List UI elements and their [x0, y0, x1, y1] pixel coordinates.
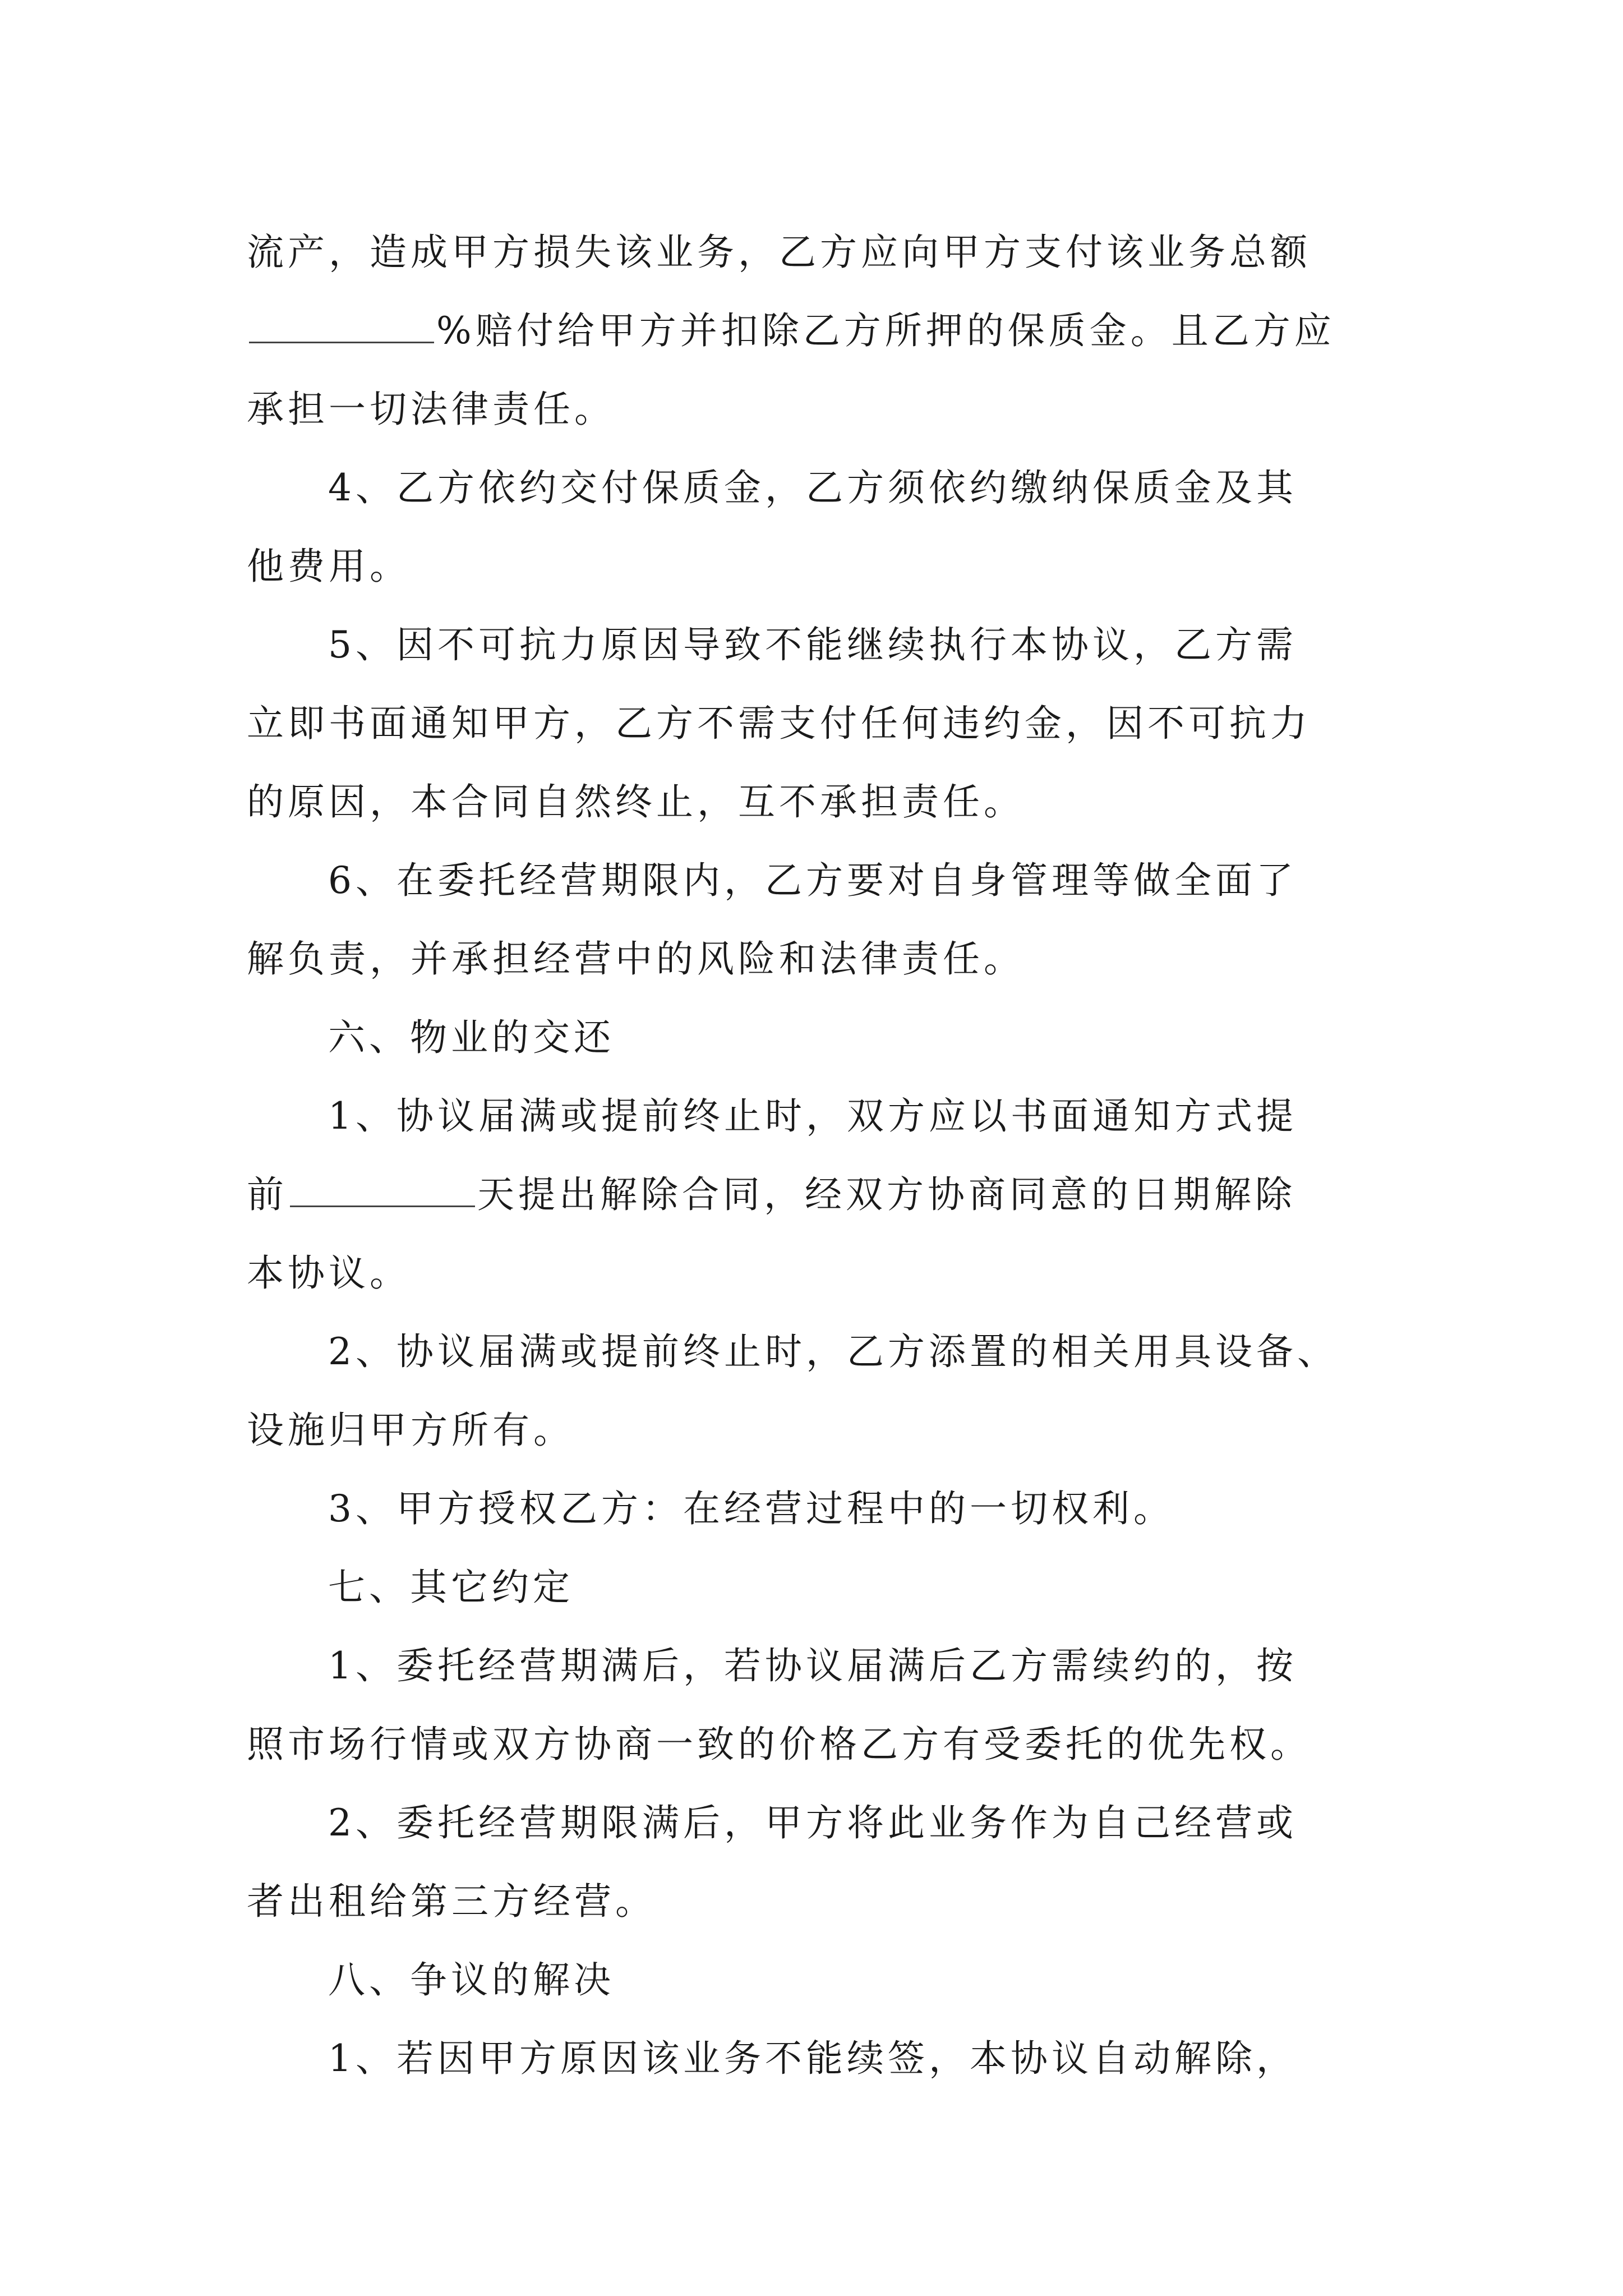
paragraph [247, 1941, 1391, 2019]
paragraph [247, 449, 1391, 606]
paragraph [247, 999, 1391, 1077]
fill-in-blank [290, 1172, 475, 1207]
paragraph [247, 1784, 1391, 1941]
text-line [247, 1784, 1391, 1862]
text-line [247, 1627, 1391, 1705]
document-body [247, 213, 1391, 2098]
text-segment: %赔付给甲方并扣除乙方所押的保质金。且乙方应 [436, 309, 1335, 352]
text-segment: 4、乙方依约交付保质金，乙方须依约缴纳保质金及其 [328, 466, 1297, 509]
text-segment: 六、物业的交还 [328, 1016, 615, 1059]
paragraph [247, 1077, 1391, 1313]
text-line [247, 1548, 1391, 1627]
fill-in-blank [249, 308, 434, 343]
text-line [247, 1156, 1391, 1234]
text-segment: 设施归甲方所有。 [247, 1409, 574, 1452]
text-line [247, 1077, 1391, 1156]
text-segment: 流产，造成甲方损失该业务，乙方应向甲方支付该业务总额 [247, 231, 1311, 274]
text-segment: 本协议。 [247, 1251, 411, 1295]
text-segment: 1、若因甲方原因该业务不能续签，本协议自动解除， [328, 2037, 1297, 2080]
text-line [247, 370, 1391, 449]
paragraph [247, 213, 1391, 449]
text-line [247, 841, 1391, 920]
paragraph [247, 841, 1391, 999]
text-segment: 2、协议届满或提前终止时，乙方添置的相关用具设备、 [328, 1330, 1338, 1373]
text-line [247, 1234, 1391, 1313]
text-segment: 5、因不可抗力原因导致不能继续执行本协议，乙方需 [328, 623, 1297, 666]
text-line [247, 684, 1391, 763]
text-segment: 七、其它约定 [328, 1566, 574, 1609]
text-segment: 天提出解除合同，经双方协商同意的日期解除 [477, 1173, 1296, 1216]
text-segment: 照市场行情或双方协商一致的价格乙方有受委托的优先权。 [247, 1723, 1311, 1766]
text-line [247, 449, 1391, 527]
text-line [247, 213, 1391, 292]
text-segment: 2、委托经营期限满后，甲方将此业务作为自己经营或 [328, 1801, 1297, 1844]
text-segment: 的原因，本合同自然终止，互不承担责任。 [247, 780, 1025, 823]
paragraph [247, 2019, 1391, 2098]
text-segment: 立即书面通知甲方，乙方不需支付任何违约金，因不可抗力 [247, 702, 1311, 745]
paragraph [247, 1627, 1391, 1784]
text-line [247, 1470, 1391, 1548]
text-line [247, 1941, 1391, 2019]
paragraph [247, 1470, 1391, 1548]
text-line [247, 1705, 1391, 1784]
text-line [247, 763, 1391, 841]
text-segment: 前 [247, 1173, 288, 1216]
text-segment: 1、委托经营期满后，若协议届满后乙方需续约的，按 [328, 1644, 1297, 1687]
text-segment: 他费用。 [247, 545, 411, 588]
text-line [247, 292, 1391, 370]
text-segment: 3、甲方授权乙方：在经营过程中的一切权利。 [328, 1487, 1174, 1530]
text-segment: 八、争议的解决 [328, 1958, 615, 2001]
text-segment: 1、协议届满或提前终止时，双方应以书面通知方式提 [328, 1094, 1297, 1138]
text-line [247, 1862, 1391, 1941]
text-line [247, 606, 1391, 684]
text-line [247, 2019, 1391, 2098]
text-line [247, 999, 1391, 1077]
paragraph [247, 1548, 1391, 1627]
text-line [247, 527, 1391, 606]
paragraph [247, 606, 1391, 841]
text-line [247, 1313, 1391, 1391]
paragraph [247, 1313, 1391, 1470]
text-segment: 者出租给第三方经营。 [247, 1880, 656, 1923]
text-segment: 6、在委托经营期限内，乙方要对自身管理等做全面了 [328, 859, 1297, 902]
text-line [247, 1391, 1391, 1470]
text-segment: 解负责，并承担经营中的风险和法律责任。 [247, 937, 1025, 981]
text-line [247, 920, 1391, 999]
text-segment: 承担一切法律责任。 [247, 388, 615, 431]
